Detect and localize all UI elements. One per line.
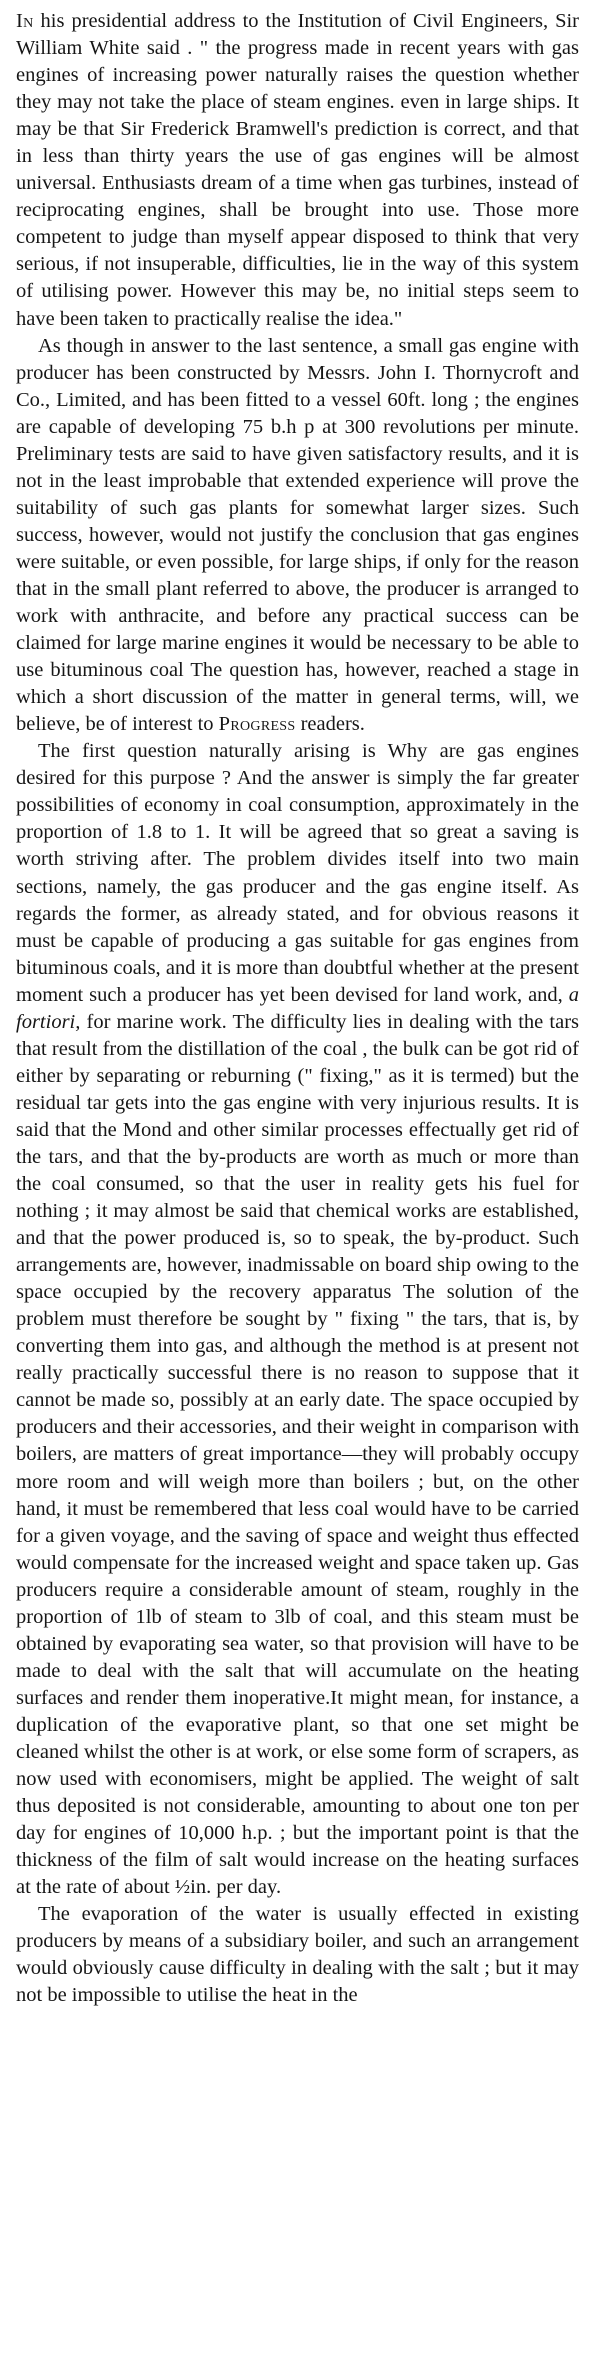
drop-word: In: [16, 10, 34, 32]
paragraph-3-text-b: for marine work. The difficulty lies in dealing with the tars that result from the distillation of the coal , the bulk can be got rid of either by separating or reburning (" fixing," as it is termed) but the residual tar gets into the gas engine with very injurious results. It is said that the Mond and other similar processes effectually get rid of the tars, and that the by-products are worth as much or more than the coal consumed, so that the user in reality gets his fuel for nothing ; it may almost be said that chemical works are established, and that the power produced is, so to speak, the by-product. Such arrangements are, however, inadmissable on board ship owing to the space occupied by the recovery apparatus The solution of the problem must therefore be sought by " fixing " the tars, that is, by converting them into gas, and although the method is at present not really practically successful there is no reason to suppose that it cannot be made so, possibly at an early date. The space occupied by producers and their accessories, and their weight in comparison with boilers, are matters of great importance—they will probably occupy more room and will weigh more than boilers ; but, on the other hand, it must be remembered that less coal would have to be carried for a given voyage, and the saving of space and weight thus effected would compensate for the increased weight and space taken up. Gas producers require a considerable amount of steam, roughly in the proportion of 1lb of steam to 3lb of coal, and this steam must be obtained by evaporating sea water, so that provision will have to be made to deal with the salt that will accumulate on the heating surfaces and render them inoperative.It might mean, for instance, a duplication of the evaporative plant, so that one set might be cleaned whilst the other is at work, or else some form of scrapers, as now used with economisers, might be applied. The weight of salt thus deposited is not considerable, amounting to about one ton per day for engines of 10,000 h.p. ; but the important point is that the thickness of the film of salt would increase on the heating surfaces at the rate of about ½in. per day.: [16, 1010, 579, 1899]
paragraph-1: [16, 8, 579, 333]
paragraph-3-text-a: The first question naturally arising is Why are gas engines desired for this purpose ? And the answer is simply the far greater possibilities of economy in coal consumption, approximately in the proportion of 1.8 to 1. It will be agreed that so great a saving is worth striving after. The problem divides itself into two main sections, namely, the gas producer and the gas engine itself. As regards the former, as already stated, and for obvious reasons it must be capable of producing a gas suitable for gas engines from bituminous coals, and it is more than doubtful whether at the present moment such a producer has yet been devised for land work, and,: [16, 740, 579, 1006]
paragraph-4: [16, 1901, 579, 2009]
magazine-name: Progress: [218, 713, 296, 736]
paragraph-3: [16, 738, 579, 1901]
latin-phrase: a fortiori,: [16, 983, 579, 1033]
paragraph-2-text: As though in answer to the last sentence, a small gas engine with producer has been constructed by Messrs. John I. Thornycroft and Co., Limited, and has been fitted to a vessel 60ft. long ; the engines are capable of developing 75 b.h p at 300 revolutions per minute. Preliminary tests are said to have given satisfactory results, and it is not in the least improbable that extended experience will prove the suitability of such gas plants for somewhat larger sizes. Such success, however, would not justify the conclusion that gas engines were suitable, or even possible, for large ships, if only for the reason that in the small plant referred to above, the producer is arranged to work with anthracite, and before any practical success can be claimed for large marine engines it would be necessary to be able to use bituminous coal The question has, however, reached a stage in which a short discussion of the matter in general terms, will, we believe, be of interest to: [16, 334, 579, 736]
paragraph-4-text: The evaporation of the water is usually effected in existing producers by means of a subsidiary boiler, and such an arrangement would obviously cause difficulty in dealing with the salt ; but it may not be impossible to utilise the heat in the: [16, 1903, 579, 2007]
paragraph-2: [16, 333, 579, 739]
paragraph-2-end: readers.: [295, 713, 365, 736]
paragraph-1-text: his presidential address to the Institution of Civil Engineers, Sir William White said . " the progress made in recent years with gas engines of increasing power naturally raises the question whether they may not take the place of steam engines. even in large ships. It may be that Sir Frederick Bramwell's prediction is correct, and that in less than thirty years the use of gas engines will be almost universal. Enthusiasts dream of a time when gas turbines, instead of reciprocating engines, shall be brought into use. Those more competent to judge than myself appear disposed to think that very serious, if not insuperable, difficulties, lie in the way of this system of utilising power. However this may be, no initial steps seem to have been taken to practically realise the idea.": [16, 10, 579, 330]
